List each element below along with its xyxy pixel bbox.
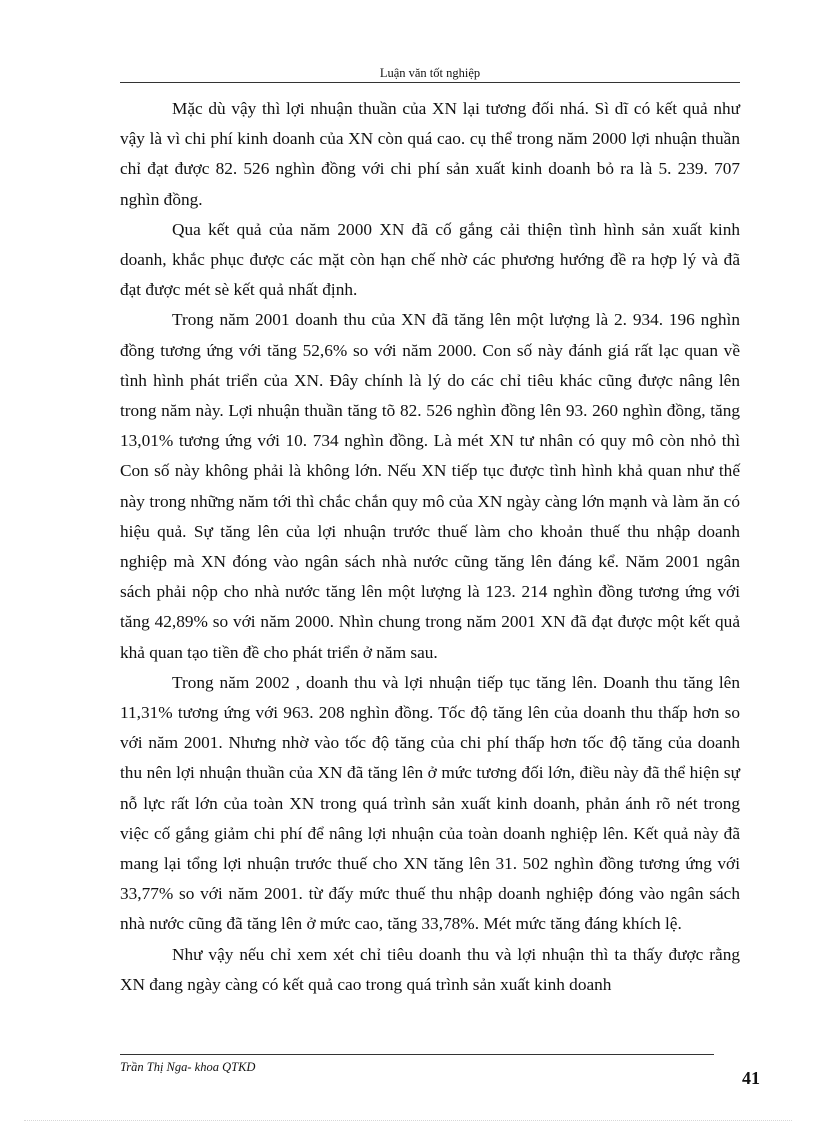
footer-author: Trần Thị Nga- khoa QTKD xyxy=(120,1060,256,1074)
header-divider xyxy=(120,82,740,83)
body-text xyxy=(120,94,740,1000)
paragraph-5: Như vậy nếu chỉ xem xét chỉ tiêu doanh thu và lợi nhuận thì ta thấy được rằng XN đang ngày càng có kết quả cao trong quá trình sản xuất kinh doanh xyxy=(120,944,740,994)
page-number: 41 xyxy=(742,1068,760,1088)
paragraph-3: Trong năm 2001 doanh thu của XN đã tăng lên một lượng là 2. 934. 196 nghìn đồng tương ứng với tăng 52,6% so với năm 2000. Con số này đánh giá rất lạc quan về tình hình phát triển của XN. Đây chính là lý do các chỉ tiêu khác cũng được nâng lên trong năm này. Lợi nhuận thuần tăng tõ 82. 526 nghìn đồng lên 93. 260 nghìn đồng, tăng 13,01% tương ứng với 10. 734 nghìn đồng. Là mét XN tư nhân có quy mô còn nhỏ thì Con số này không phải là không lớn. Nếu XN tiếp tục được tình hình khả quan như thế này trong những năm tới thì chắc chắn quy mô của XN ngày càng lớn mạnh và làm ăn có hiệu quả. Sự tăng lên của lợi nhuận trước thuế làm cho khoản thuế thu nhập doanh nghiệp mà XN đóng vào ngân sách nhà nước cũng tăng lên đáng kể. Năm 2001 ngân sách phải nộp cho nhà nước tăng lên một lượng là 123. 214 nghìn đồng tương ứng với tăng 42,89% so với năm 2000. Nhìn chung trong năm 2001 XN đã đạt được một kết quả khả quan tạo tiền đề cho phát triển ở năm sau. xyxy=(120,310,740,662)
footer-divider xyxy=(120,1054,714,1055)
page-header-title: Luận văn tốt nghiệp xyxy=(379,66,481,80)
paragraph-1: Mặc dù vậy thì lợi nhuận thuần của XN lại tương đối nhá. Sì dĩ có kết quả như vậy là vì chi phí kinh doanh của XN còn quá cao. cụ thể trong năm 2000 lợi nhuận thuần chỉ đạt được 82. 526 nghìn đồng với chi phí sản xuất kinh doanh bỏ ra là 5. 239. 707 nghìn đồng. xyxy=(120,99,740,209)
page-edge-divider xyxy=(24,1120,792,1121)
paragraph-4: Trong năm 2002 , doanh thu và lợi nhuận tiếp tục tăng lên. Doanh thu tăng lên 11,31% tương ứng với 963. 208 nghìn đồng. Tốc độ tăng lên của doanh thu thấp hơn so với năm 2001. Nhưng nhờ vào tốc độ tăng của chi phí thấp hơn tốc độ tăng của doanh thu nên lợi nhuận thuần của XN đã tăng lên ở mức tương đối lớn, điều này đã thể hiện sự nỗ lực rất lớn của toàn XN trong quá trình sản xuất kinh doanh, phản ánh rõ nét trong việc cố gắng giảm chi phí để nâng lợi nhuận của toàn doanh nghiệp lên. Kết quả này đã mang lại tổng lợi nhuận trước thuế cho XN tăng lên 31. 502 nghìn đồng tương ứng với 33,77% so với năm 2001. từ đấy mức thuế thu nhập doanh nghiệp đóng vào ngân sách nhà nước cũng đã tăng lên ở mức cao, tăng 33,78%. Mét mức tăng đáng khích lệ. xyxy=(120,672,740,934)
paragraph-2: Qua kết quả của năm 2000 XN đã cố gắng cải thiện tình hình sản xuất kinh doanh, khắc phục được các mặt còn hạn chế nhờ các phương hướng đề ra hợp lý và đã đạt được mét sè kết quả nhất định. xyxy=(120,219,740,300)
